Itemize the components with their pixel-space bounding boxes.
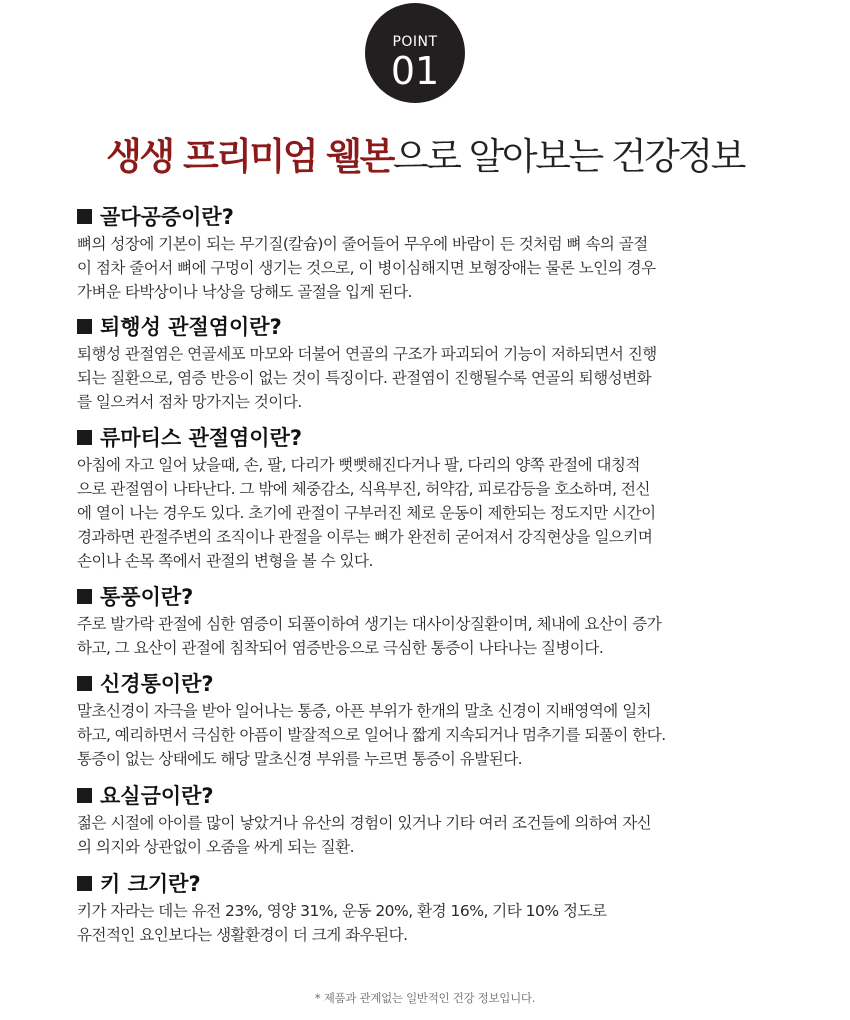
square-bullet-icon: [77, 209, 92, 224]
square-bullet-icon: [77, 676, 92, 691]
section-body: 아침에 자고 일어 났을때, 손, 팔, 다리가 뻣뻣해진다거나 팔, 다리의 양쪽 관절에 대칭적 으로 관절염이 나타난다. 그 밖에 체중감소, 식욕부진, 허약감, 피로감등을 호소하며, 전신 에 열이 나는 경우도 있다. 초기에 관절이 구부러진 체로 운동이 제한되는 정도지만 시간이 경과하면 관절주변의 조직이나 관절을 이루는 뼈가 완전히 굳어져서 강직현상을 일으키며 손이나 손목 쪽에서 관절의 변형을 볼 수 있다.: [77, 456, 656, 570]
section-incontinence: [77, 783, 797, 859]
section-heading: [77, 584, 797, 610]
title-rest: 으로 알아보는 건강정보: [392, 135, 744, 178]
title-brand: 생생 프리미엄 웰본: [106, 135, 393, 178]
section-heading-text: 요실금이란?: [100, 784, 214, 808]
square-bullet-icon: [77, 788, 92, 803]
badge-label: POINT: [392, 34, 438, 50]
section-body: 주로 발가락 관절에 심한 염증이 되풀이하여 생기는 대사이상질환이며, 체내에 요산이 증가 하고, 그 요산이 관절에 침착되어 염증반응으로 극심한 통증이 나타나는 질병이다.: [77, 615, 662, 657]
section-rheumatoid-arthritis: [77, 425, 797, 573]
section-neuralgia: [77, 671, 797, 771]
square-bullet-icon: [77, 319, 92, 334]
section-gout: [77, 584, 797, 660]
section-body: 젊은 시절에 아이를 많이 낳았거나 유산의 경험이 있거나 기타 여러 조건들에 의하여 자신 의 의지와 상관없이 오줌을 싸게 되는 질환.: [77, 814, 652, 856]
point-badge: [365, 3, 465, 103]
section-heading-text: 통풍이란?: [100, 585, 194, 609]
section-heading: [77, 783, 797, 809]
section-osteoporosis: [77, 204, 797, 304]
section-heading: [77, 871, 797, 897]
section-heading: [77, 671, 797, 697]
section-body: 키가 자라는 데는 유전 23%, 영양 31%, 운동 20%, 환경 16%, 기타 10% 정도로 유전적인 요인보다는 생활환경이 더 크게 좌우된다.: [77, 902, 607, 944]
section-body: 말초신경이 자극을 받아 일어나는 통증, 아픈 부위가 한개의 말초 신경이 지배영역에 일치 하고, 예리하면서 극심한 아픔이 발잘적으로 일어나 짧게 지속되거나 멈추기를 되풀이 한다. 통증이 없는 상태에도 해당 말초신경 부위를 누르면 통증이 유발된다.: [77, 702, 666, 768]
section-body: 퇴행성 관절염은 연골세포 마모와 더불어 연골의 구조가 파괴되어 기능이 저하되면서 진행 되는 질환으로, 염증 반응이 없는 것이 특징이다. 관절염이 진행될수록 연골의 퇴행성변화 를 일으켜서 점차 망가지는 것이다.: [77, 345, 657, 411]
square-bullet-icon: [77, 589, 92, 604]
section-heading: [77, 425, 797, 451]
section-heading: [77, 314, 797, 340]
section-heading: [77, 204, 797, 230]
section-body: 뼈의 성장에 기본이 되는 무기질(칼슘)이 줄어들어 무우에 바람이 든 것처럼 뼈 속의 골절 이 점차 줄어서 뼈에 구멍이 생기는 것으로, 이 병이심해지면 보형장애는 물론 노인의 경우 가벼운 타박상이나 낙상을 당해도 골절을 입게 된다.: [77, 235, 656, 301]
section-heading-text: 퇴행성 관절염이란?: [100, 315, 282, 339]
section-heading-text: 신경통이란?: [100, 672, 214, 696]
section-heading-text: 골다공증이란?: [100, 205, 234, 229]
page-title: [0, 132, 850, 182]
section-height-growth: [77, 871, 797, 947]
disclaimer-footnote: * 제품과 관계없는 일반적인 건강 정보입니다.: [314, 991, 536, 1005]
section-degenerative-arthritis: [77, 314, 797, 414]
square-bullet-icon: [77, 430, 92, 445]
badge-number: 01: [390, 49, 440, 93]
square-bullet-icon: [77, 876, 92, 891]
section-heading-text: 키 크기란?: [100, 872, 201, 896]
section-heading-text: 류마티스 관절염이란?: [100, 426, 303, 450]
